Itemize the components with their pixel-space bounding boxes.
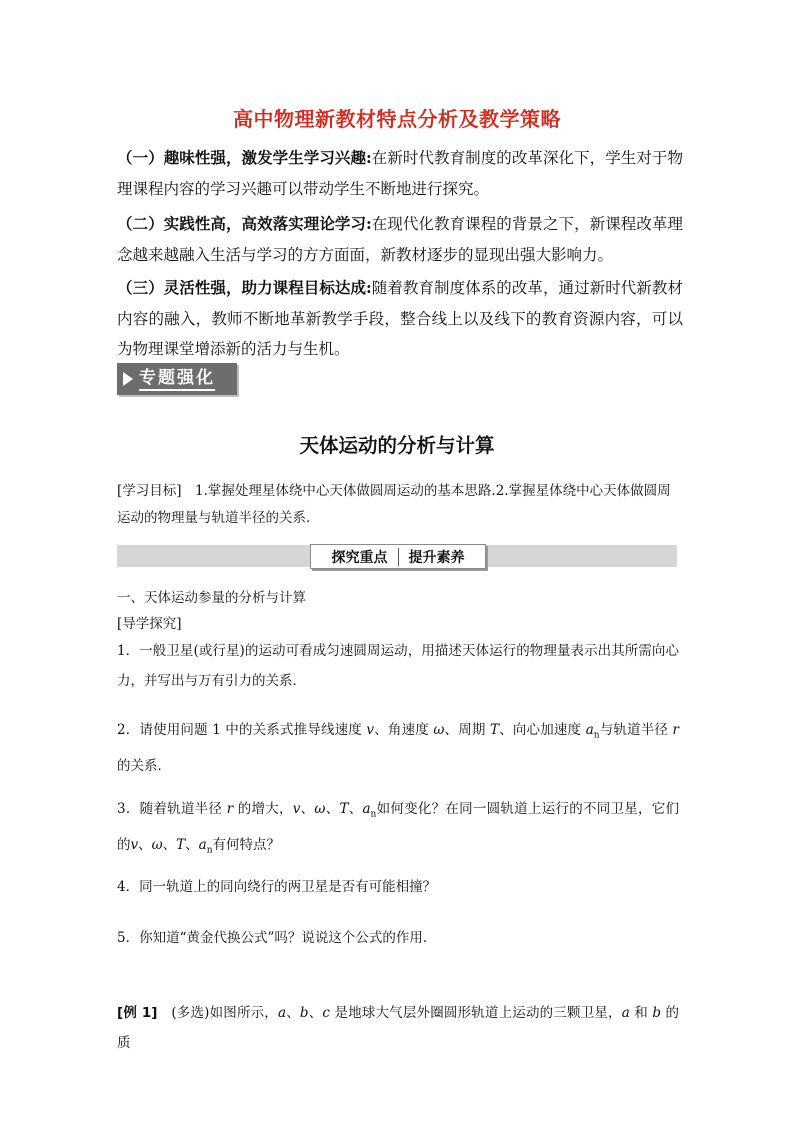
question-3: 3．随着轨道半径 r 的增大，v、ω、T、$a_n$如何变化？在同一圆轨道上运行的不同卫星，它们的v、ω、T、$a_n$有何特点？ bbox=[117, 801, 680, 856]
feature-text: 在现代化教育课程的背景之下，新课程改革理念越来越融入生活与学习的方方面面，新教材逐步的显现出强大影响力。 bbox=[117, 215, 683, 264]
feature-paragraph bbox=[117, 209, 683, 270]
section-tab-right: 提升素养 bbox=[408, 549, 465, 566]
guide-label: [导学探究] bbox=[117, 616, 182, 632]
example-1: [例 1] (多选)如图所示，a、b、c 是地球大气层外圈圆形轨道上运动的三颗卫星，a 和 b 的质 bbox=[117, 1005, 680, 1051]
feature-text: 在新时代教育制度的改革深化下，学生对于物理课程内容的学习兴趣可以带动学生不断地进行探究。 bbox=[117, 149, 683, 198]
feature-paragraph bbox=[117, 143, 683, 204]
section-tab-left: 探究重点 bbox=[331, 549, 388, 566]
topic-banner bbox=[117, 363, 237, 395]
lesson-title: 天体运动的分析与计算 bbox=[299, 434, 495, 457]
learning-objectives: [学习目标] 1.掌握处理星体绕中心天体做圆周运动的基本思路.2.掌握星体绕中心天体做圆周运动的物理量与轨道半径的关系． bbox=[117, 483, 671, 526]
question-2: 2．请使用问题 1 中的关系式推导线速度 v、角速度 ω、周期 T、向心加速度 $a_n$与轨道半径 r的关系． bbox=[117, 722, 679, 774]
feature-paragraph bbox=[117, 273, 683, 365]
feature-lead: （三）灵活性强，助力课程目标达成: bbox=[117, 278, 372, 297]
feature-lead: （二）实践性高，高效落实理论学习: bbox=[117, 214, 372, 233]
question-5: 5．你知道“黄金代换公式”吗？说说这个公式的作用． bbox=[117, 930, 437, 946]
section-tab bbox=[310, 544, 486, 569]
page-title: 高中物理新教材特点分析及教学策略 bbox=[233, 107, 561, 131]
question-4: 4．同一轨道上的同向绕行的两卫星是否有可能相撞？ bbox=[117, 879, 437, 895]
banner-label: 专题强化 bbox=[139, 367, 215, 391]
tab-divider bbox=[398, 548, 399, 566]
feature-text: 随着教育制度体系的改革，通过新时代新教材内容的融入，教师不断地革新教学手段，整合线上以及线下的教育资源内容，可以为物理课堂增添新的活力与生机。 bbox=[117, 279, 683, 358]
feature-lead: （一）趣味性强，激发学生学习兴趣: bbox=[117, 148, 372, 167]
section-heading: 一、天体运动参量的分析与计算 bbox=[117, 590, 306, 606]
play-arrow-icon bbox=[123, 372, 133, 386]
question-1: 1．一般卫星(或行星)的运动可看成匀速圆周运动，用描述天体运行的物理量表示出其所需向心力，并写出与万有引力的关系． bbox=[117, 643, 679, 689]
